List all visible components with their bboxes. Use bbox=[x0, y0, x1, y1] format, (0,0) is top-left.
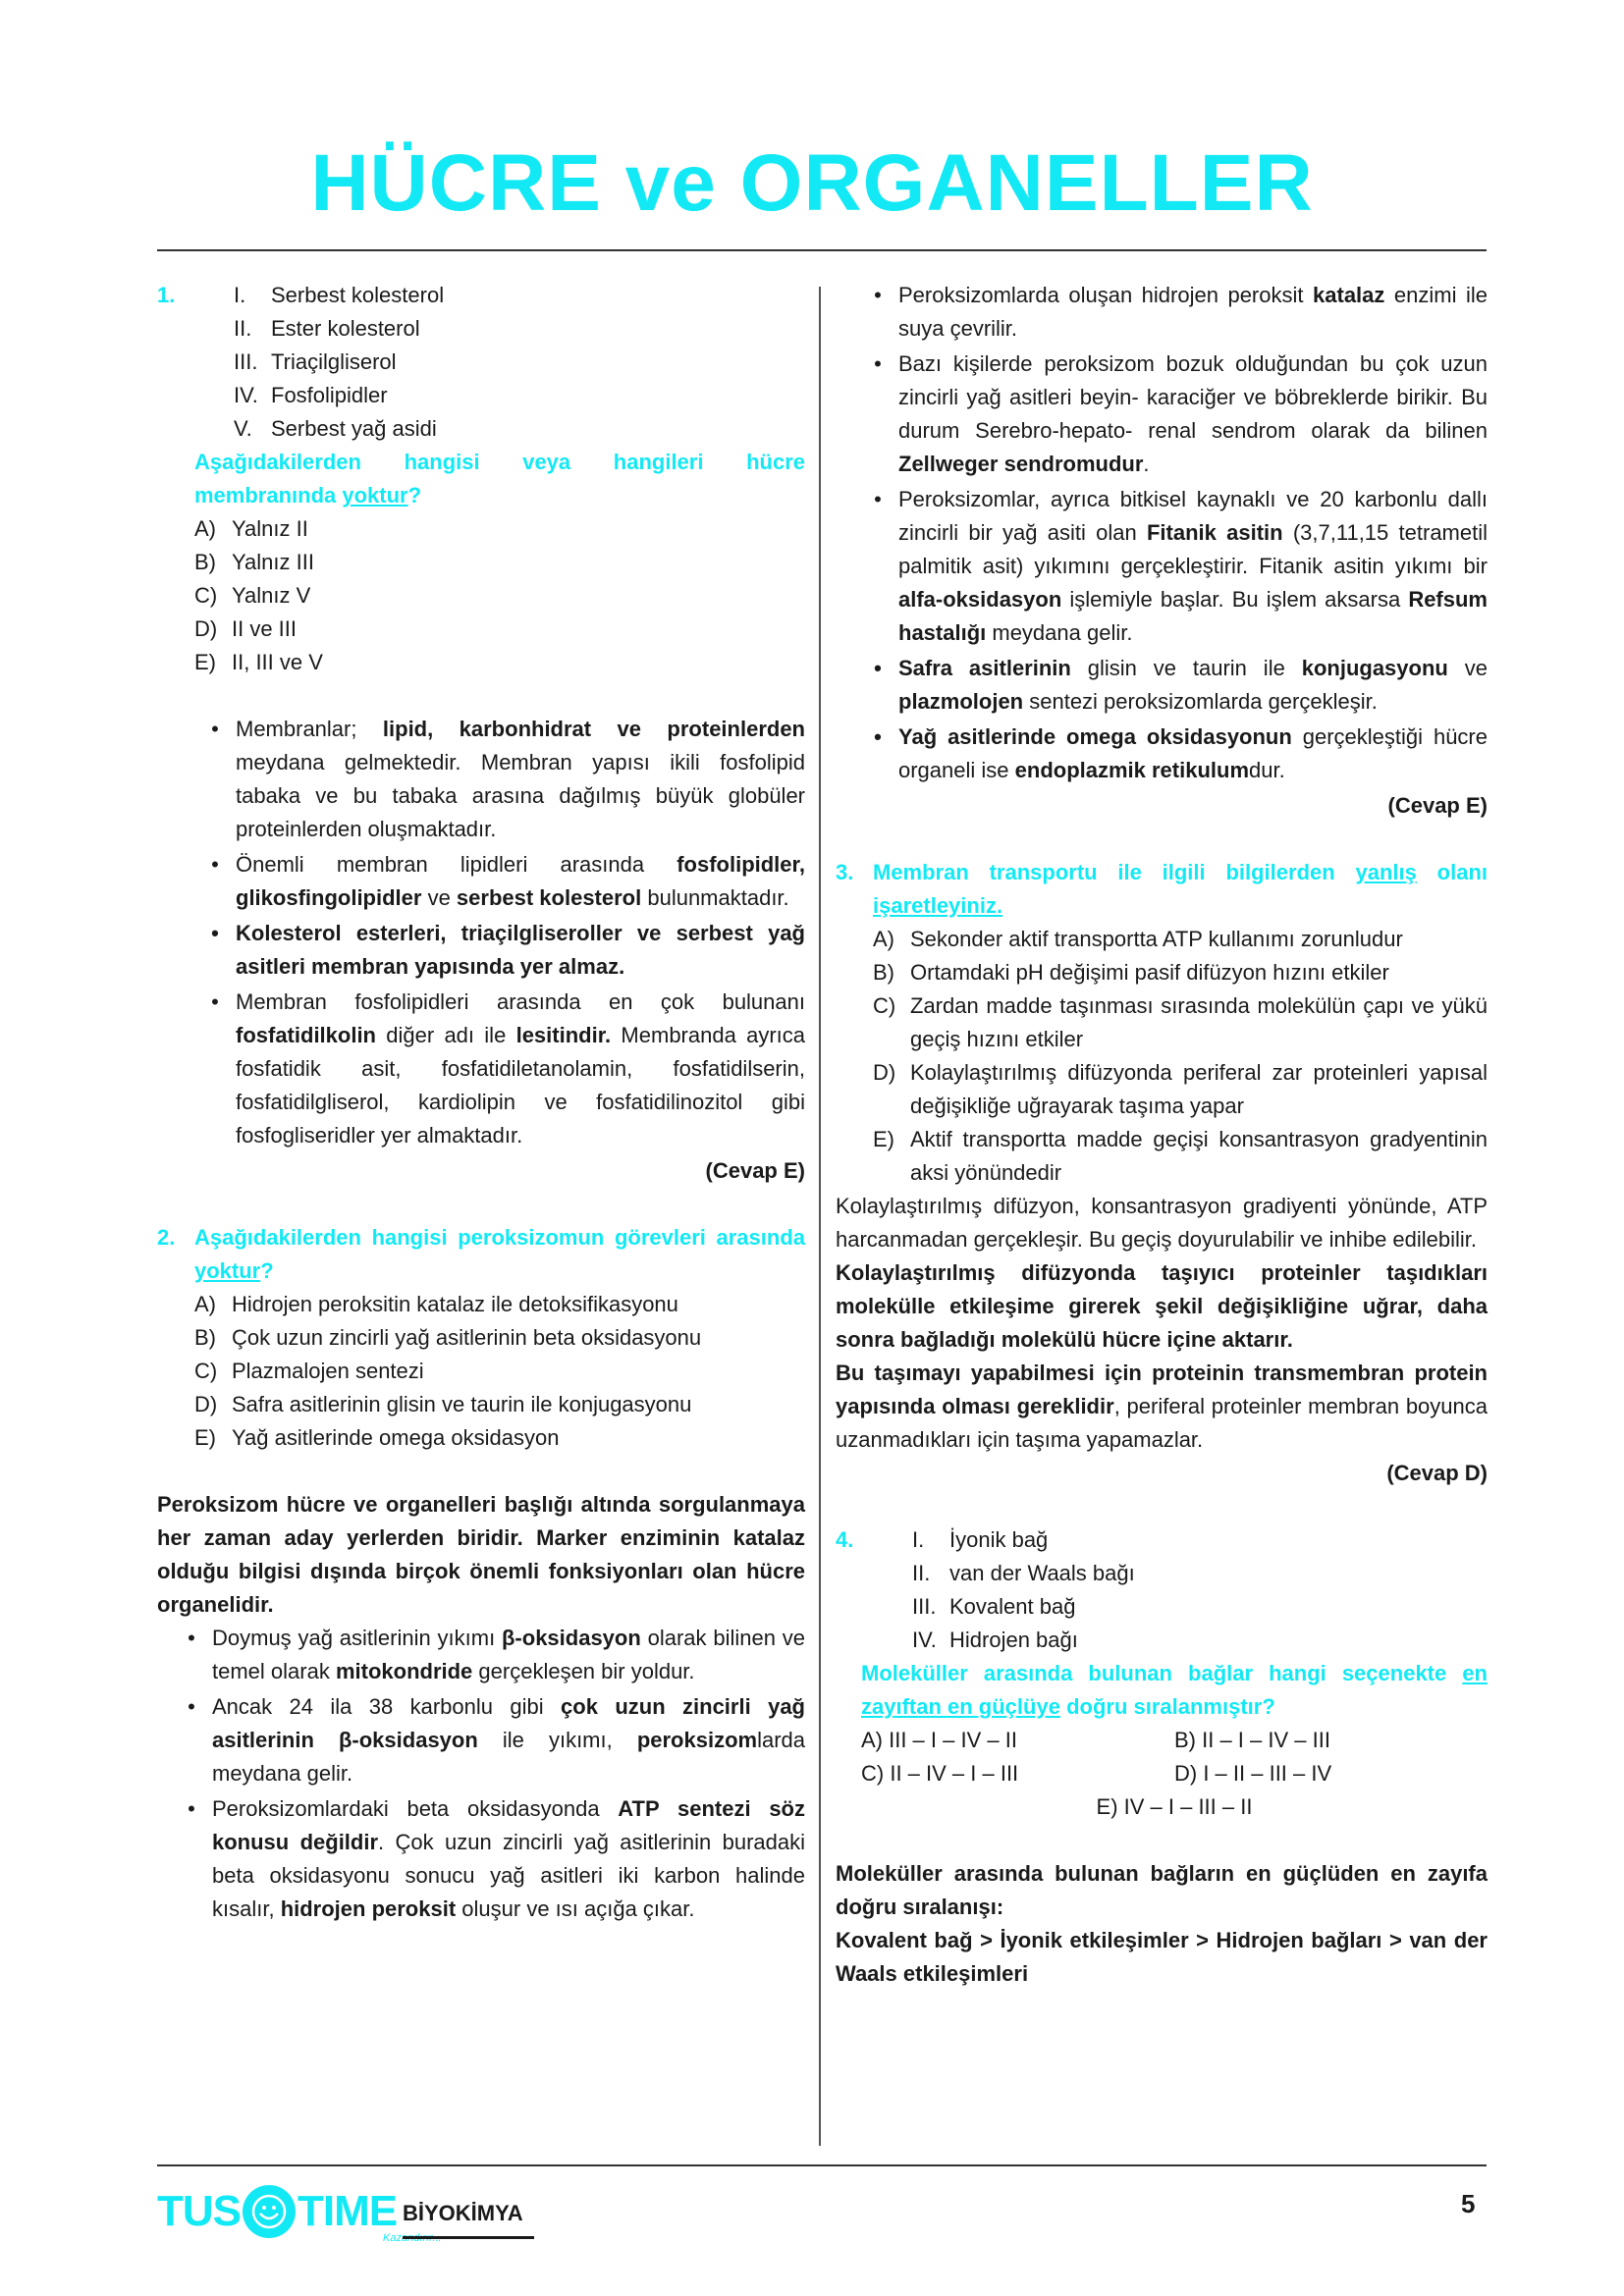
question-number: 1. bbox=[157, 283, 176, 307]
list-item: • Önemli membran lipidleri arasında fosfolipidler, glikosfingolipidler ve serbest kolesterol bulunmaktadır. bbox=[211, 852, 805, 910]
option-letter: A) bbox=[194, 1292, 216, 1316]
text: enzimi ile suya çevrilir. bbox=[898, 283, 1489, 341]
bold-text: Yağ asitlerinde omega oksidasyonun bbox=[898, 724, 1292, 749]
text: sentezi peroksizomlarda gerçekleşir. bbox=[1023, 689, 1378, 714]
roman-list bbox=[912, 1523, 1135, 1657]
roman-numeral: I. bbox=[912, 1527, 925, 1552]
bold-text: endoplazmik retikulum bbox=[1014, 758, 1250, 782]
option-text: Plazmalojen sentezi bbox=[232, 1359, 424, 1383]
question-4 bbox=[836, 1523, 1488, 1657]
explanation-list bbox=[857, 279, 1488, 787]
text: meydana gelir. bbox=[986, 620, 1133, 645]
option[interactable]: C) II – IV – I – III bbox=[861, 1761, 1019, 1786]
item-text: Triaçilgliserol bbox=[271, 349, 397, 374]
option[interactable] bbox=[194, 1421, 805, 1455]
option[interactable] bbox=[194, 1388, 805, 1421]
bold-text: Safra asitlerinin bbox=[898, 656, 1071, 680]
bold-text: alfa-oksidasyon bbox=[898, 587, 1062, 612]
column-divider bbox=[819, 287, 821, 2146]
stem-text: Aşağıdakilerden hangisi veya hangileri hücre membranında bbox=[194, 450, 805, 507]
roman-numeral: IV. bbox=[234, 383, 258, 407]
option-letter: C) bbox=[873, 993, 896, 1018]
list-item bbox=[912, 1590, 1135, 1624]
option-text: Yalnız V bbox=[232, 583, 311, 608]
bold-text: lipid, karbonhidrat ve proteinlerden bbox=[382, 717, 805, 741]
stem-emphasis: işaretleyiniz. bbox=[873, 893, 1003, 918]
text: . Çok uzun zincirli yağ asitlerinin buradaki beta oksidasyonu sonucu yağ asitleri iki karbon halinde kısalır, bbox=[212, 1830, 805, 1921]
text: ve bbox=[1447, 656, 1488, 680]
answer-options bbox=[194, 512, 805, 679]
item-text: Serbest kolesterol bbox=[271, 283, 445, 307]
list-item bbox=[234, 312, 444, 346]
option-text: Yağ asitlerinde omega oksidasyon bbox=[232, 1425, 560, 1450]
option[interactable] bbox=[873, 989, 1488, 1056]
stem-emphasis: en zayıftan en güçlüye bbox=[861, 1661, 1488, 1719]
roman-numeral: II. bbox=[912, 1561, 931, 1585]
question-stem bbox=[873, 856, 1488, 923]
answer-options bbox=[873, 923, 1488, 1190]
text: Membran fosfolipidleri arasında en çok bulunanı bbox=[236, 989, 805, 1014]
text: Doymuş yağ asitlerinin yıkımı bbox=[212, 1626, 502, 1650]
stem-text: Membran transportu ile ilgili bilgilerden bbox=[873, 860, 1356, 884]
option[interactable]: E) IV – I – III – II bbox=[1096, 1794, 1253, 1819]
option[interactable] bbox=[873, 923, 1488, 956]
list-item: • Peroksizomlarda oluşan hidrojen peroksit katalaz enzimi ile suya çevrilir. bbox=[874, 283, 1489, 341]
text: Bazı kişilerde peroksizom bozuk olduğundan bu çok uzun zincirli yağ asitleri beyin- karaciğer ve böbreklerde birikir. Bu durum Serebro-hepato- renal sendrom olarak da bilinen bbox=[898, 351, 1488, 443]
text: ile yıkımı, bbox=[477, 1728, 637, 1752]
bold-text: hidrojen peroksit bbox=[280, 1896, 457, 1921]
bold-text: Kolesterol esterleri, triaçilgliseroller ve serbest yağ asitleri membran yapısında yer almaz. bbox=[236, 921, 805, 979]
option-text: Safra asitlerinin glisin ve taurin ile konjugasyonu bbox=[232, 1392, 692, 1416]
bold-text: lesitindir. bbox=[515, 1023, 612, 1047]
bold-text: serbest kolesterol bbox=[456, 885, 642, 910]
right-column bbox=[836, 279, 1488, 1991]
option-letter: C) bbox=[194, 583, 218, 608]
roman-numeral: III. bbox=[912, 1594, 937, 1619]
text: Önemli membran lipidleri arasında bbox=[236, 852, 677, 877]
bold-text: β-oksidasyon bbox=[502, 1626, 641, 1650]
question-stem bbox=[194, 446, 805, 512]
question-number: 2. bbox=[157, 1225, 176, 1250]
list-item: • Ancak 24 ila 38 karbonlu gibi çok uzun zincirli yağ asitlerinin β-oksidasyon ile yıkımı, peroksizomlarda meydana gelir. bbox=[188, 1694, 805, 1786]
option-letter: D) bbox=[194, 1392, 218, 1416]
text: larda meydana gelir. bbox=[212, 1728, 805, 1786]
page-number: 5 bbox=[1461, 2189, 1476, 2218]
question-1 bbox=[157, 279, 805, 446]
option-letter: D) bbox=[873, 1060, 896, 1085]
item-text: Kovalent bağ bbox=[949, 1594, 1076, 1619]
stem-text: Aşağıdakilerden hangisi peroksizomun görevleri arasında bbox=[194, 1225, 805, 1250]
list-item: • Membranlar; lipid, karbonhidrat ve proteinlerden meydana gelmektedir. Membran yapısı ikili fosfolipid tabaka ve bu tabaka arasına dağılmış büyük globüler proteinlerden oluşmaktadır. bbox=[211, 717, 805, 841]
list-item: • Yağ asitlerinde omega oksidasyonun gerçekleştiği hücre organeli ise endoplazmik retikulumdur. bbox=[874, 724, 1488, 782]
bold-text: plazmolojen bbox=[898, 689, 1024, 714]
explanation-list bbox=[194, 713, 805, 1152]
roman-numeral: II. bbox=[234, 316, 252, 341]
text: Membranlar; bbox=[236, 717, 383, 741]
stem-text: olanı bbox=[1416, 860, 1488, 884]
text: gerçekleştiği hücre organeli ise bbox=[898, 724, 1488, 782]
item-text: Hidrojen bağı bbox=[949, 1628, 1078, 1652]
option-text: Çok uzun zincirli yağ asitlerinin beta oksidasyonu bbox=[232, 1325, 702, 1350]
roman-list bbox=[234, 279, 444, 446]
explanation-paragraph bbox=[836, 1357, 1488, 1457]
option-letter: D) bbox=[194, 616, 218, 641]
option-letter: B) bbox=[194, 550, 216, 574]
stem-text: doğru sıralanmıştır? bbox=[1059, 1694, 1275, 1719]
list-item bbox=[912, 1624, 1135, 1657]
question-number: 3. bbox=[836, 860, 854, 884]
option[interactable] bbox=[194, 512, 805, 546]
bold-text: fosfolipidler, glikosfingolipidler bbox=[236, 852, 805, 910]
text: oluşur ve ısı açığa çıkar. bbox=[456, 1896, 695, 1921]
bold-text: Fitanik asitin bbox=[1146, 520, 1283, 545]
item-text: Fosfolipidler bbox=[271, 383, 388, 407]
list-item: • Kolesterol esterleri, triaçilgliseroller ve serbest yağ asitleri membran yapısında yer almaz. bbox=[194, 917, 805, 984]
option-letter: E) bbox=[194, 1425, 216, 1450]
text: Peroksizomlar, ayrıca bitkisel kaynaklı ve 20 karbonlu dallı zincirli bir yağ asiti olan bbox=[898, 487, 1488, 545]
option-letter: A) bbox=[194, 516, 216, 541]
list-item: • Safra asitlerinin glisin ve taurin ile konjugasyonu ve plazmolojen sentezi peroksizomlarda gerçekleşir. bbox=[874, 656, 1488, 714]
bold-text: fosfatidilkolin bbox=[236, 1023, 376, 1047]
option[interactable] bbox=[194, 1355, 805, 1388]
text: dur. bbox=[1249, 758, 1285, 782]
text: bulunmaktadır. bbox=[641, 885, 789, 910]
explanation-paragraph: Kolaylaştırılmış difüzyonda taşıyıcı proteinler taşıdıkları molekülle etkileşime girerek şekil değişikliğine uğrar, daha sonra bağladığı molekülü hücre içine aktarır. bbox=[836, 1260, 1488, 1352]
roman-numeral: III. bbox=[234, 349, 258, 374]
question-2 bbox=[157, 1221, 805, 1288]
bold-text: Bu taşımayı yapabilmesi için proteinin transmembran protein yapısında olması gereklidir bbox=[836, 1361, 1488, 1418]
answer-options bbox=[861, 1724, 1488, 1790]
option-letter: B) bbox=[194, 1325, 216, 1350]
bold-text: çok uzun zincirli yağ asitlerinin β-oksidasyon bbox=[212, 1694, 805, 1752]
stem-emphasis: yoktur bbox=[342, 483, 408, 507]
stem-text: Moleküller arasında bulunan bağlar hangi seçenekte bbox=[861, 1661, 1463, 1685]
question-stem bbox=[194, 1221, 805, 1288]
option-text: Zardan madde taşınması sırasında molekülün çapı ve yükü geçiş hızını etkiler bbox=[910, 993, 1488, 1051]
option-letter: C) bbox=[194, 1359, 218, 1383]
question-number: 4. bbox=[836, 1527, 854, 1552]
option-text: Hidrojen peroksitin katalaz ile detoksifikasyonu bbox=[232, 1292, 678, 1316]
option-text: Sekonder aktif transportta ATP kullanımı zorunludur bbox=[910, 927, 1403, 951]
text: ve bbox=[421, 885, 457, 910]
list-item bbox=[234, 279, 444, 312]
logo-left-text: TUS bbox=[157, 2187, 241, 2235]
list-item: • Membran fosfolipidleri arasında en çok bulunanı fosfatidilkolin diğer adı ile lesitindir. Membranda ayrıca fosfatidik asit, fosfatidiletanolamin, fosfatidilserin, fosfatidilgliserol, kardiolipin ve fosfatidilinozitol gibi fosfogliseridler yer almaktadır. bbox=[211, 989, 805, 1148]
bold-text: ATP sentezi söz konusu değildir bbox=[212, 1796, 805, 1854]
explanation-paragraph: Moleküller arasında bulunan bağların en güçlüden en zayıfa doğru sıralanışı: bbox=[836, 1861, 1488, 1919]
smile-icon bbox=[243, 2185, 296, 2238]
bold-text: Zellweger sendromudur bbox=[898, 452, 1144, 476]
left-column bbox=[157, 279, 805, 1928]
text: işlemiyle başlar. Bu işlem aksarsa bbox=[1061, 587, 1409, 612]
text: glisin ve taurin ile bbox=[1070, 656, 1302, 680]
list-item bbox=[234, 379, 444, 412]
explanation-list bbox=[171, 1622, 805, 1926]
answer-key: (Cevap E) bbox=[705, 1158, 805, 1183]
bold-text: konjugasyonu bbox=[1301, 656, 1448, 680]
option[interactable] bbox=[194, 613, 805, 646]
subject-underline bbox=[403, 2236, 534, 2239]
item-text: Serbest yağ asidi bbox=[271, 416, 437, 441]
footer-divider bbox=[157, 2164, 1487, 2166]
option-text: Kolaylaştırılmış difüzyonda periferal zar proteinleri yapısal değişikliğe uğrayarak taşıma yapar bbox=[910, 1060, 1488, 1118]
option[interactable]: D) I – II – III – IV bbox=[1174, 1761, 1332, 1786]
stem-text: ? bbox=[260, 1258, 274, 1283]
subject-label: BİYOKİMYA bbox=[403, 2201, 523, 2225]
stem-emphasis: yoktur bbox=[194, 1258, 261, 1283]
option-text: Yalnız II bbox=[232, 516, 308, 541]
option-text: Yalnız III bbox=[232, 550, 314, 574]
option[interactable] bbox=[194, 546, 805, 579]
item-text: van der Waals bağı bbox=[949, 1561, 1135, 1585]
bold-text: mitokondride bbox=[335, 1659, 473, 1683]
logo-tagline: Kazandırır... bbox=[383, 2232, 442, 2244]
text: Membranda ayrıca fosfatidik asit, fosfatidiletanolamin, fosfatidilserin, fosfatidilgliserol, kardiolipin ve fosfatidilinozitol gibi fosfogliseridler yer almaktadır. bbox=[236, 1023, 805, 1148]
roman-numeral: V. bbox=[234, 416, 252, 441]
logo-right-text: TIME bbox=[298, 2187, 398, 2235]
bold-text: Refsum hastalığı bbox=[898, 587, 1488, 645]
option[interactable] bbox=[873, 1123, 1488, 1190]
explanation-paragraph: Kovalent bağ > İyonik etkileşimler > Hidrojen bağları > van der Waals etkileşimleri bbox=[836, 1928, 1488, 1986]
stem-text: ? bbox=[407, 483, 422, 507]
answer-key: (Cevap E) bbox=[1387, 793, 1488, 818]
option-letter: E) bbox=[194, 650, 216, 674]
text: (3,7,11,15 tetrametil palmitik asit) yıkımını gerçekleştirir. Fitanik asitin yıkımı bir bbox=[898, 520, 1488, 578]
option[interactable]: B) II – I – IV – III bbox=[1174, 1728, 1330, 1752]
option[interactable] bbox=[194, 1288, 805, 1321]
option-text: II, III ve V bbox=[232, 650, 323, 674]
question-3 bbox=[836, 856, 1488, 923]
text: meydana gelmektedir. Membran yapısı ikili fosfolipid tabaka ve bu tabaka arasına dağılmış büyük globüler proteinlerden oluşmaktadır. bbox=[236, 750, 805, 841]
list-item: • Peroksizomlardaki beta oksidasyonda ATP sentezi söz konusu değildir. Çok uzun zincirli yağ asitlerinin buradaki beta oksidasyonu sonucu yağ asitleri iki karbon halinde kısalır, hidrojen peroksit oluşur ve ısı açığa çıkar. bbox=[188, 1796, 805, 1921]
option-text: Aktif transportta madde geçişi konsantrasyon gradyentinin aksi yönündedir bbox=[910, 1127, 1488, 1185]
text: . bbox=[1143, 452, 1150, 476]
list-item bbox=[912, 1557, 1135, 1590]
question-stem bbox=[861, 1657, 1488, 1724]
option[interactable] bbox=[873, 956, 1488, 989]
option-letter: E) bbox=[873, 1127, 894, 1151]
option[interactable]: A) III – I – IV – II bbox=[861, 1728, 1017, 1752]
list-item: • Peroksizomlar, ayrıca bitkisel kaynaklı ve 20 karbonlu dallı zincirli bir yağ asiti olan Fitanik asitin (3,7,11,15 tetrametil palmitik asit) yıkımını gerçekleştirir. Fitanik asitin yıkımı bir alfa-oksidasyon işlemiyle başlar. Bu işlem aksarsa Refsum hastalığı meydana gelir. bbox=[874, 487, 1488, 645]
list-item bbox=[912, 1523, 1135, 1557]
option-text: II ve III bbox=[232, 616, 298, 641]
option[interactable] bbox=[194, 1321, 805, 1355]
page-title: HÜCRE ve ORGANELLER bbox=[310, 138, 1314, 228]
answer-key: (Cevap D) bbox=[1386, 1461, 1488, 1485]
text: diğer adı ile bbox=[376, 1023, 516, 1047]
text: Peroksizomlarda oluşan hidrojen peroksit bbox=[898, 283, 1314, 307]
list-item: • Bazı kişilerde peroksizom bozuk olduğundan bu çok uzun zincirli yağ asitleri beyin- karaciğer ve böbreklerde birikir. Bu durum Serebro-hepato- renal sendrom olarak da bilinen Zellweger sendromudur. bbox=[874, 351, 1488, 476]
stem-emphasis: yanlış bbox=[1355, 860, 1417, 884]
option[interactable] bbox=[194, 579, 805, 613]
answer-options bbox=[194, 1288, 805, 1455]
brand-logo bbox=[157, 2177, 442, 2246]
text: olarak bilinen ve temel olarak bbox=[212, 1626, 805, 1683]
text: , periferal proteinler membran boyunca uzanmadıkları için taşıma yapamazlar. bbox=[836, 1394, 1489, 1452]
list-item: • Doymuş yağ asitlerinin yıkımı β-oksidasyon olarak bilinen ve temel olarak mitokondride gerçekleşen bir yoldur. bbox=[188, 1626, 805, 1683]
text: Peroksizomlardaki beta oksidasyonda bbox=[212, 1796, 619, 1821]
option[interactable] bbox=[194, 646, 805, 679]
roman-numeral: I. bbox=[234, 283, 246, 307]
option-text: Ortamdaki pH değişimi pasif difüzyon hızını etkiler bbox=[910, 960, 1389, 985]
roman-numeral: IV. bbox=[912, 1628, 937, 1652]
explanation-paragraph: Kolaylaştırılmış difüzyon, konsantrasyon gradiyenti yönünde, ATP harcanmadan gerçekleşir. Bu geçiş doyurulabilir ve inhibe edilebilir. bbox=[836, 1194, 1488, 1252]
option-letter: B) bbox=[873, 960, 894, 985]
item-text: İyonik bağ bbox=[949, 1527, 1049, 1552]
list-item bbox=[234, 412, 444, 446]
title-divider bbox=[157, 249, 1487, 251]
text: Ancak 24 ila 38 karbonlu gibi bbox=[212, 1694, 562, 1719]
bold-text: peroksizom bbox=[636, 1728, 758, 1752]
bold-text: katalaz bbox=[1313, 283, 1385, 307]
item-text: Ester kolesterol bbox=[271, 316, 420, 341]
option-letter: A) bbox=[873, 927, 894, 951]
text: gerçekleşen bir yoldur. bbox=[472, 1659, 695, 1683]
list-item bbox=[234, 346, 444, 379]
explanation-intro: Peroksizom hücre ve organelleri başlığı altında sorgulanmaya her zaman aday yerlerden biridir. Marker enziminin katalaz olduğu bilgisi dışında birçok önemli fonksiyonları olan hücre organelidir. bbox=[157, 1492, 805, 1617]
option[interactable] bbox=[873, 1056, 1488, 1123]
